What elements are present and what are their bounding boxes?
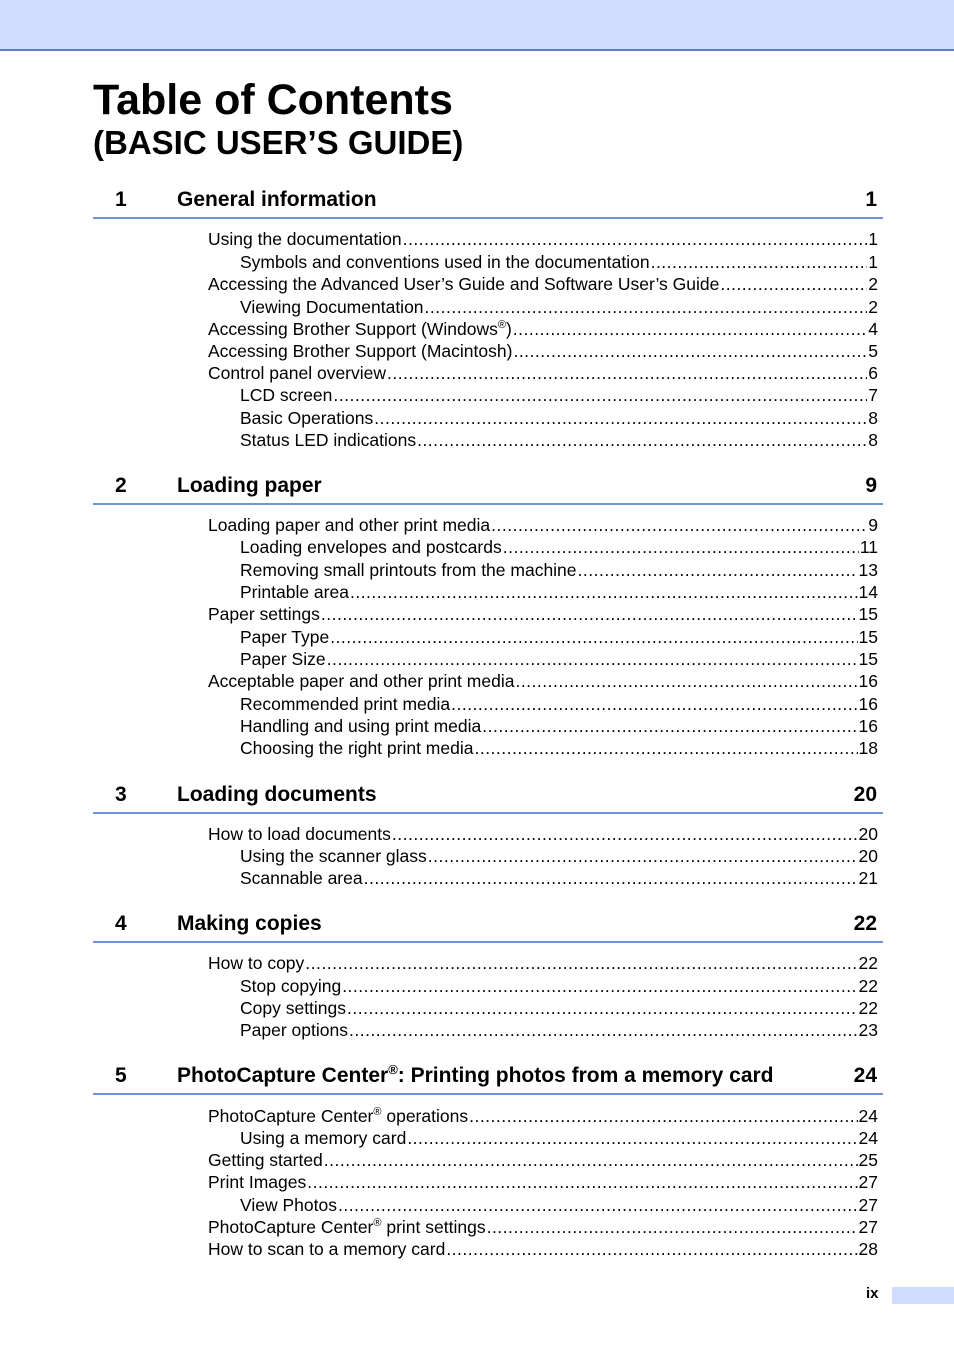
page-title: Table of Contents [93,76,453,124]
chapter-page: 1 [865,188,877,211]
toc-entry[interactable]: How to scan to a memory card ..... 28 [208,1238,878,1260]
toc-entry[interactable]: Recommended print media ..... 16 [240,693,878,715]
chapter-number: 1 [115,188,127,211]
toc-entry[interactable]: Symbols and conventions used in the documentation ..... 1 [240,251,878,273]
page-tab-marker [892,1287,954,1304]
toc-entry[interactable]: Getting started ..... 25 [208,1149,878,1171]
toc-entry[interactable]: Control panel overview ..... 6 [208,362,878,384]
toc-entry[interactable]: Loading envelopes and postcards ..... 11 [240,536,878,558]
toc-entry[interactable]: Using a memory card ..... 24 [240,1127,878,1149]
registered-mark: ® [388,1062,398,1077]
header-band [0,0,954,51]
toc-entry[interactable]: Acceptable paper and other print media ..... 16 [208,670,878,692]
toc-entry[interactable]: How to load documents ..... 20 [208,823,878,845]
toc-entry[interactable]: How to copy ..... 22 [208,952,878,974]
toc-entry[interactable]: Paper Type ..... 15 [240,626,878,648]
chapter-number: 2 [115,474,127,497]
chapter-page: 22 [853,912,877,935]
toc-entry[interactable]: Using the documentation ..... 1 [208,228,878,250]
toc-entry[interactable]: Accessing the Advanced User’s Guide and Software User’s Guide ..... 2 [208,273,878,295]
toc-entry[interactable]: Status LED indications ..... 8 [240,429,878,451]
toc-entry[interactable]: Loading paper and other print media ..... 9 [208,514,878,536]
toc-entry[interactable]: Printable area ..... 14 [240,581,878,603]
toc-entry[interactable]: Handling and using print media ..... 16 [240,715,878,737]
chapter-page: 9 [865,474,877,497]
chapter-title: Loading paper [177,474,322,497]
toc-entry[interactable]: Removing small printouts from the machine ..... 13 [240,559,878,581]
toc-entry[interactable]: Print Images ..... 27 [208,1171,878,1193]
chapter-title: General information [177,188,377,211]
chapter-number: 4 [115,912,127,935]
toc-entry[interactable]: Stop copying ..... 22 [240,975,878,997]
toc-entry[interactable]: Using the scanner glass ..... 20 [240,845,878,867]
chapter-heading-2[interactable] [93,471,883,505]
toc-entry[interactable]: Accessing Brother Support (Windows®) ..... 4 [208,318,878,340]
chapter-heading-4[interactable] [93,909,883,943]
toc-entry[interactable]: Choosing the right print media ..... 18 [240,737,878,759]
toc-entry[interactable]: Paper Size ..... 15 [240,648,878,670]
toc-entry[interactable]: Basic Operations ..... 8 [240,407,878,429]
chapter-heading-5[interactable] [93,1061,883,1095]
registered-mark: ® [373,1106,382,1119]
toc-entry[interactable]: Paper options ..... 23 [240,1019,878,1041]
registered-mark: ® [497,319,506,332]
toc-entry[interactable]: LCD screen ..... 7 [240,384,878,406]
chapter-page: 20 [853,783,877,806]
chapter-page: 24 [853,1064,877,1087]
chapter-number: 5 [115,1064,127,1087]
toc-entry[interactable]: PhotoCapture Center® operations ..... 24 [208,1105,878,1127]
toc-entry[interactable]: Copy settings ..... 22 [240,997,878,1019]
page-subtitle: (BASIC USER’S GUIDE) [93,124,464,161]
chapter-title: Making copies [177,912,322,935]
toc-entry[interactable]: Scannable area ..... 21 [240,867,878,889]
toc-entry[interactable]: Viewing Documentation ..... 2 [240,296,878,318]
chapter-heading-3[interactable] [93,780,883,814]
chapter-number: 3 [115,783,127,806]
toc-entry[interactable]: PhotoCapture Center® print settings ..... 27 [208,1216,878,1238]
toc-entry[interactable]: Accessing Brother Support (Macintosh) ..... 5 [208,340,878,362]
toc-entry[interactable]: Paper settings ..... 15 [208,603,878,625]
chapter-title: Loading documents [177,783,377,806]
toc-entry[interactable]: View Photos ..... 27 [240,1194,878,1216]
page-number: ix [866,1285,879,1302]
chapter-title: PhotoCapture Center®: Printing photos from a memory card [177,1062,774,1087]
chapter-heading-1[interactable] [93,185,883,219]
registered-mark: ® [373,1217,382,1230]
